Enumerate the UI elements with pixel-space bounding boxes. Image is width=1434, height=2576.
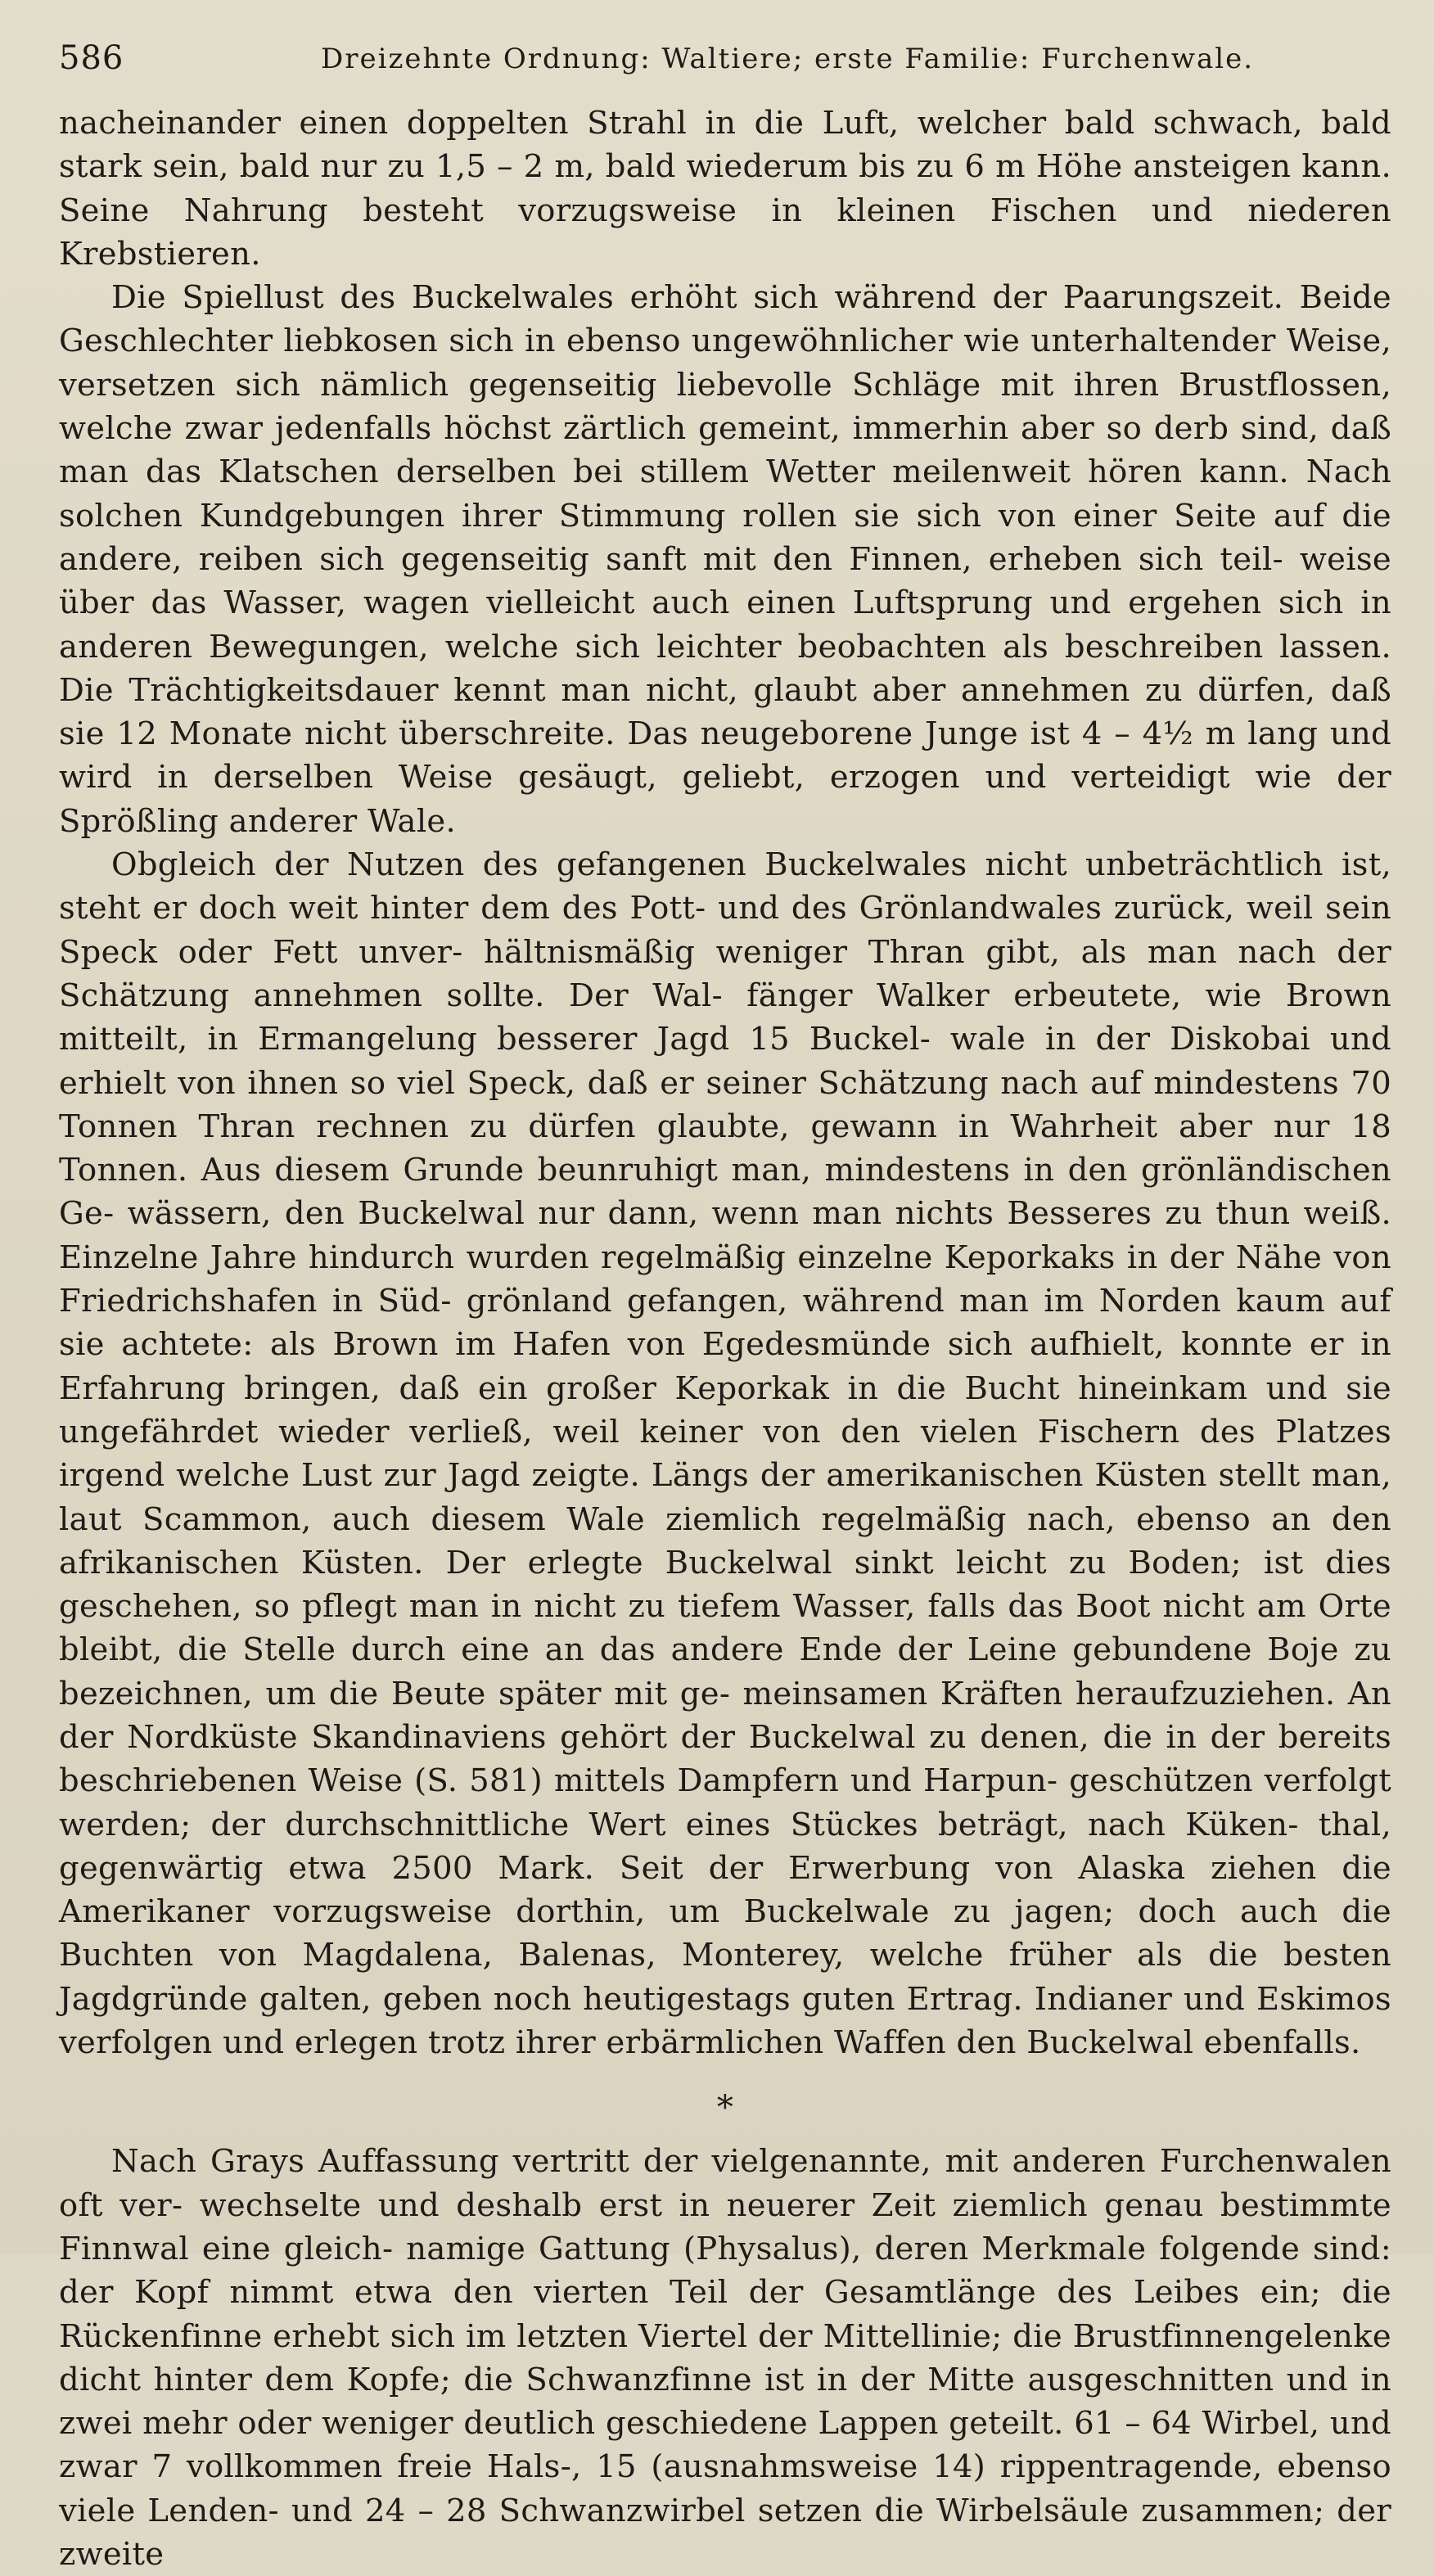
paragraph-continuation: nacheinander einen doppelten Strahl in die Luft, welcher bald schwach, bald stark sein, bald nur zu 1,5 – 2 m, bald wiederum bis zu 6 m Höhe ansteigen kann. Seine Nahrung besteht vorzugsweise in kleinen Fischen und niederen Krebstieren. [59, 105, 1391, 273]
section-separator: * [716, 2089, 734, 2127]
paragraph-hunting: Obgleich der Nutzen des gefangenen Buckelwales nicht unbeträchtlich ist, steht er doch weit hinter dem des Pott- und des Grönlandwales zurück, weil sein Speck oder Fett unver- hältnismäßig weniger Thran gibt, als man nach der Schätzung annehmen sollte. Der Wal- fänger Walker erbeutete, wie Brown mitteilt, in Ermangelung besserer Jagd 15 Buckel- wale in der Diskobai und erhielt von ihnen so viel Speck, daß er seiner Schätzung nach auf mindestens 70 Tonnen Thran rechnen zu dürfen glaubte, gewann in Wahrheit aber nur 18 Tonnen. Aus diesem Grunde beunruhigt man, mindestens in den grönländischen Ge- wässern, den Buckelwal nur dann, wenn man nichts Besseres zu thun weiß. Einzelne Jahre hindurch wurden regelmäßig einzelne Keporkaks in der Nähe von Friedrichshafen in Süd- grönland gefangen, während man im Norden kaum auf sie achtete: als Brown im Hafen von Egedesmünde sich aufhielt, konnte er in Erfahrung bringen, daß ein großer Keporkak in die Bucht hineinkam und sie ungefährdet wieder verließ, weil keiner von den vielen Fischern des Platzes irgend welche Lust zur Jagd zeigte. Längs der amerikanischen Küsten stellt man, laut Scammon, auch diesem Wale ziemlich regelmäßig nach, ebenso an den afrikanischen Küsten. Der erlegte Buckelwal sinkt leicht zu Boden; ist dies geschehen, so pflegt man in nicht zu tiefem Wasser, falls das Boot nicht am Orte bleibt, die Stelle durch eine an das andere Ende der Leine gebundene Boje zu bezeichnen, um die Beute später mit ge- meinsamen Kräften heraufzuziehen. An der Nordküste Skandinaviens gehört der Buckelwal zu denen, die in der bereits beschriebenen Weise (S. 581) mittels Dampfern und Harpun- geschützen verfolgt werden; der durchschnittliche Wert eines Stückes beträgt, nach Küken- thal, gegenwärtig etwa 2500 Mark. Seit der Erwerbung von Alaska ziehen die Amerikaner vorzugsweise dorthin, um Buckelwale zu jagen; doch auch die Buchten von Magdalena, Balenas, Monterey, welche früher als die besten Jagdgründe galten, geben noch heutigestags guten Ertrag. Indianer und Eskimos verfolgen und erlegen trotz ihrer erbärmlichen Waffen den Buckelwal ebenfalls. [59, 846, 1391, 2062]
paragraph-finnwal: Nach Grays Auffassung vertritt der vielgenannte, mit anderen Furchenwalen oft ver- wechselte und deshalb erst in neuerer Zeit ziemlich genau bestimmte Finnwal eine gleich- namige Gattung (Physalus), deren Merkmale folgende sind: der Kopf nimmt etwa den vierten Teil der Gesamtlänge des Leibes ein; die Rückenfinne erhebt sich im letzten Viertel der Mittellinie; die Brustfinnengelenke dicht hinter dem Kopfe; die Schwanzfinne ist in der Mitte ausgeschnitten und in zwei mehr oder weniger deutlich geschiedene Lappen geteilt. 61 – 64 Wirbel, und zwar 7 vollkommen freie Hals-, 15 (ausnahmsweise 14) rippentragende, ebenso viele Lenden- und 24 – 28 Schwanzwirbel setzen die Wirbelsäule zusammen; der zweite [59, 2143, 1391, 2574]
paragraph-mating-behavior: Die Spiellust des Buckelwales erhöht sich während der Paarungszeit. Beide Geschlechter liebkosen sich in ebenso ungewöhnlicher wie unterhaltender Weise, versetzen sich nämlich gegenseitig liebevolle Schläge mit ihren Brustflossen, welche zwar jedenfalls höchst zärtlich gemeint, immerhin aber so derb sind, daß man das Klatschen derselben bei stillem Wetter meilenweit hören kann. Nach solchen Kundgebungen ihrer Stimmung rollen sie sich von einer Seite auf die andere, reiben sich gegenseitig sanft mit den Finnen, erheben sich teil- weise über das Wasser, wagen vielleicht auch einen Luftsprung und ergehen sich in anderen Bewegungen, welche sich leichter beobachten als beschreiben lassen. Die Trächtigkeitsdauer kennt man nicht, glaubt aber annehmen zu dürfen, daß sie 12 Monate nicht überschreite. Das neugeborene Junge ist 4 – 4½ m lang und wird in derselben Weise gesäugt, geliebt, erzogen und verteidigt wie der Sprößling anderer Wale. [59, 279, 1391, 840]
page-number: 586 [59, 39, 124, 77]
running-title: Dreizehnte Ordnung: Waltiere; erste Familie: Furchenwale. [321, 43, 1255, 75]
page-body [59, 102, 1391, 2576]
page-header [59, 39, 1385, 82]
